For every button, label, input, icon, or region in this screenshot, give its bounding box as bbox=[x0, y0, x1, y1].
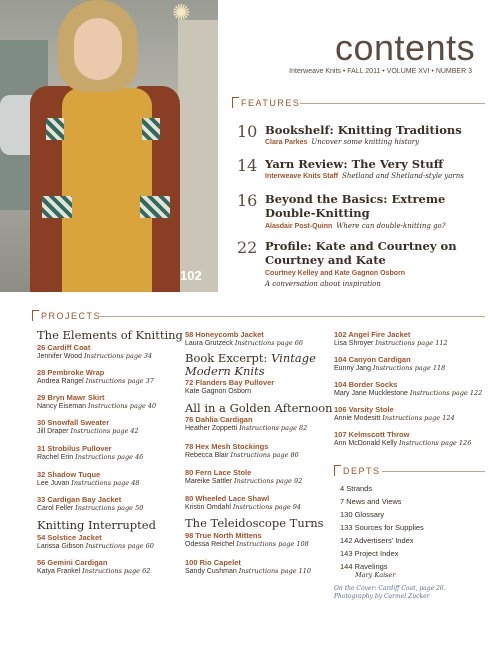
list-item[interactable] bbox=[185, 494, 301, 512]
project-instructions: Instructions page 112 bbox=[375, 339, 448, 347]
project-instructions: Instructions page 60 bbox=[85, 542, 154, 550]
project-instructions: Instructions page 118 bbox=[372, 364, 446, 372]
project-title: 54 Solstice Jacket bbox=[37, 533, 102, 542]
list-item[interactable] bbox=[185, 378, 274, 396]
project-instructions: Instructions page 62 bbox=[82, 567, 151, 575]
project-designer: Andrea Rangel bbox=[37, 378, 84, 385]
project-title: 32 Shadow Tuque bbox=[37, 470, 101, 479]
project-title: 26 Cardiff Coat bbox=[37, 343, 91, 352]
section-heading: The Teleidoscope Turns bbox=[185, 516, 324, 530]
project-designer: Heather Zoppetti bbox=[185, 425, 238, 432]
list-item[interactable]: 130 Glossary bbox=[340, 510, 385, 519]
project-instructions: Instructions page 86 bbox=[230, 451, 299, 459]
list-item[interactable] bbox=[37, 343, 152, 361]
feature-item[interactable] bbox=[237, 238, 482, 298]
project-designer: Annie Modesitt bbox=[334, 415, 381, 422]
cover-note bbox=[334, 585, 484, 601]
project-instructions: Instructions page 48 bbox=[71, 479, 140, 487]
feature-author: Interweave Knits Staff bbox=[265, 173, 339, 180]
feature-desc: Uncover some knitting history bbox=[311, 138, 420, 146]
project-instructions: Instructions page 66 bbox=[234, 339, 304, 347]
project-title: 56 Gemini Cardigan bbox=[37, 558, 108, 567]
feature-title: Profile: Kate and Courtney on Courtney and Kate bbox=[265, 239, 457, 267]
project-title: 30 Snowfall Sweater bbox=[37, 418, 110, 427]
project-designer: Mareike Sattler bbox=[185, 478, 233, 485]
project-title: 102 Angel Fire Jacket bbox=[334, 330, 411, 339]
project-title: 80 Fern Lace Stole bbox=[185, 468, 252, 477]
project-designer: Ann McDonald Kelly bbox=[334, 440, 398, 447]
list-item[interactable] bbox=[37, 418, 139, 436]
feature-desc: Shetland and Shetland-style yarns bbox=[342, 172, 464, 180]
list-item[interactable] bbox=[185, 415, 307, 433]
project-instructions: Instructions page 50 bbox=[75, 504, 144, 512]
feature-item[interactable] bbox=[237, 191, 482, 231]
feature-author: Alasdair Post-Quinn bbox=[265, 223, 333, 230]
project-designer: Lee Juvan bbox=[37, 480, 70, 487]
project-title: 29 Bryn Mawr Skirt bbox=[37, 393, 105, 402]
project-designer: Sandy Cushman bbox=[185, 568, 237, 575]
project-title: 80 Wheeled Lace Shawl bbox=[185, 494, 270, 503]
project-title: 107 Kelmscott Throw bbox=[334, 430, 410, 439]
project-instructions: Instructions page 92 bbox=[234, 477, 303, 485]
project-designer: Mary Jane Mucklestone bbox=[334, 390, 408, 397]
project-designer: Jennifer Wood bbox=[37, 353, 83, 360]
project-designer: Nancy Eiseman bbox=[37, 403, 87, 410]
list-item[interactable]: 133 Sources for Supplies bbox=[340, 523, 424, 532]
ravelings-author: Mary Kaiser bbox=[355, 571, 396, 579]
project-instructions: Instructions page 108 bbox=[236, 540, 309, 548]
project-instructions: Instructions page 124 bbox=[382, 414, 455, 422]
list-item[interactable] bbox=[37, 393, 156, 411]
section-heading: All in a Golden Afternoon bbox=[185, 401, 333, 415]
cover-photo bbox=[0, 0, 218, 292]
list-item[interactable] bbox=[334, 430, 471, 448]
list-item[interactable]: 142 Advertisers' Index bbox=[340, 536, 414, 545]
project-title: 76 Dahlia Cardigan bbox=[185, 415, 253, 424]
project-designer: Eunny Jang bbox=[334, 365, 371, 372]
project-title: 104 Border Socks bbox=[334, 380, 398, 389]
project-title: 78 Hex Mesh Stockings bbox=[185, 442, 269, 451]
project-designer: Kristin Omdahl bbox=[185, 504, 231, 511]
project-title: 106 Varsity Stole bbox=[334, 405, 394, 414]
project-designer: Carol Feller bbox=[37, 505, 74, 512]
photo-credit: Photography by Carmel Zucker bbox=[334, 593, 430, 600]
feature-author: Clara Parkes bbox=[265, 139, 308, 146]
feature-title: Bookshelf: Knitting Traditions bbox=[265, 123, 462, 137]
project-title: 98 True North Mittens bbox=[185, 531, 262, 540]
project-designer: Rachel Erin bbox=[37, 454, 74, 461]
feature-desc: A conversation about inspiration bbox=[265, 280, 381, 288]
list-item[interactable]: 144 Ravelings bbox=[340, 562, 388, 571]
photo-page-number: 102 bbox=[180, 268, 202, 283]
project-title: 72 Flanders Bay Pullover bbox=[185, 378, 275, 387]
project-instructions: Instructions page 110 bbox=[238, 567, 312, 575]
list-item[interactable] bbox=[185, 468, 302, 486]
list-item[interactable] bbox=[37, 558, 150, 576]
cover-note-line: On the Cover: Cardiff Coat, page 26. bbox=[334, 585, 446, 592]
feature-title: Yarn Review: The Very Stuff bbox=[265, 157, 444, 171]
list-item[interactable] bbox=[37, 470, 139, 488]
features-heading: FEATURES bbox=[232, 97, 300, 108]
project-instructions: Instructions page 122 bbox=[409, 389, 483, 397]
feature-page: 14 bbox=[237, 156, 258, 175]
list-item[interactable] bbox=[185, 531, 309, 549]
project-title: 28 Pembroke Wrap bbox=[37, 368, 105, 377]
project-instructions: Instructions page 34 bbox=[83, 352, 153, 360]
project-title: 104 Canyon Cardigan bbox=[334, 355, 411, 364]
depts-heading: DEPTS bbox=[334, 465, 381, 476]
feature-title: Beyond the Basics: Extreme Double-Knitting bbox=[265, 192, 446, 220]
project-title: 100 Rio Capelet bbox=[185, 558, 241, 567]
list-item[interactable] bbox=[37, 444, 143, 462]
feature-item[interactable] bbox=[237, 156, 482, 186]
project-title: 33 Cardigan Bay Jacket bbox=[37, 495, 122, 504]
list-item[interactable] bbox=[334, 330, 448, 348]
project-designer: Kate Gagnon Osborn bbox=[185, 388, 252, 395]
project-designer: Laura Grutzeck bbox=[185, 340, 233, 347]
project-instructions: Instructions page 126 bbox=[398, 439, 472, 447]
project-designer: Katya Frankel bbox=[37, 568, 81, 575]
project-instructions: Instructions page 46 bbox=[75, 453, 144, 461]
list-item[interactable]: 143 Project Index bbox=[340, 549, 399, 558]
project-title: 31 Strobilus Pullover bbox=[37, 444, 112, 453]
section-heading: Book Excerpt: Vintage Modern Knits bbox=[185, 351, 316, 378]
feature-desc: Where can double-knitting go? bbox=[336, 222, 446, 230]
project-instructions: Instructions page 40 bbox=[87, 402, 157, 410]
feature-page: 16 bbox=[237, 191, 258, 210]
section-heading: The Elements of Knitting bbox=[37, 328, 183, 342]
project-designer: Lisa Shroyer bbox=[334, 340, 374, 347]
section-heading: Knitting Interrupted bbox=[37, 518, 156, 532]
project-instructions: Instructions page 94 bbox=[232, 503, 302, 511]
projects-heading: PROJECTS bbox=[32, 310, 101, 321]
list-item[interactable]: 7 News and Views bbox=[340, 497, 402, 506]
page-title: contents bbox=[335, 27, 476, 68]
list-item[interactable] bbox=[37, 368, 154, 386]
list-item[interactable] bbox=[334, 380, 482, 398]
list-item[interactable] bbox=[185, 442, 299, 460]
list-item[interactable] bbox=[37, 533, 154, 551]
project-designer: Odessa Reichel bbox=[185, 541, 235, 548]
feature-page: 10 bbox=[237, 122, 258, 141]
project-designer: Larissa Gibson bbox=[37, 543, 84, 550]
list-item[interactable] bbox=[185, 558, 311, 576]
lamp-icon: ✺ bbox=[172, 0, 191, 25]
list-item[interactable] bbox=[37, 495, 143, 513]
project-instructions: Instructions page 37 bbox=[85, 377, 154, 385]
list-item[interactable]: 4 Strands bbox=[340, 484, 373, 493]
list-item[interactable] bbox=[334, 405, 455, 423]
list-item[interactable] bbox=[185, 330, 303, 348]
project-instructions: Instructions page 42 bbox=[70, 427, 139, 435]
issue-line: Interweave Knits • FALL 2011 • VOLUME XVI • NUMBER 3 bbox=[289, 68, 472, 75]
project-instructions: Instructions page 82 bbox=[239, 424, 308, 432]
list-item[interactable] bbox=[334, 355, 445, 373]
feature-page: 22 bbox=[237, 238, 258, 257]
feature-author: Courtney Kelley and Kate Gagnon Osborn bbox=[265, 270, 406, 277]
project-title: 58 Honeycomb Jacket bbox=[185, 330, 264, 339]
project-designer: Rebecca Blair bbox=[185, 452, 229, 459]
project-designer: Jill Draper bbox=[37, 428, 69, 435]
